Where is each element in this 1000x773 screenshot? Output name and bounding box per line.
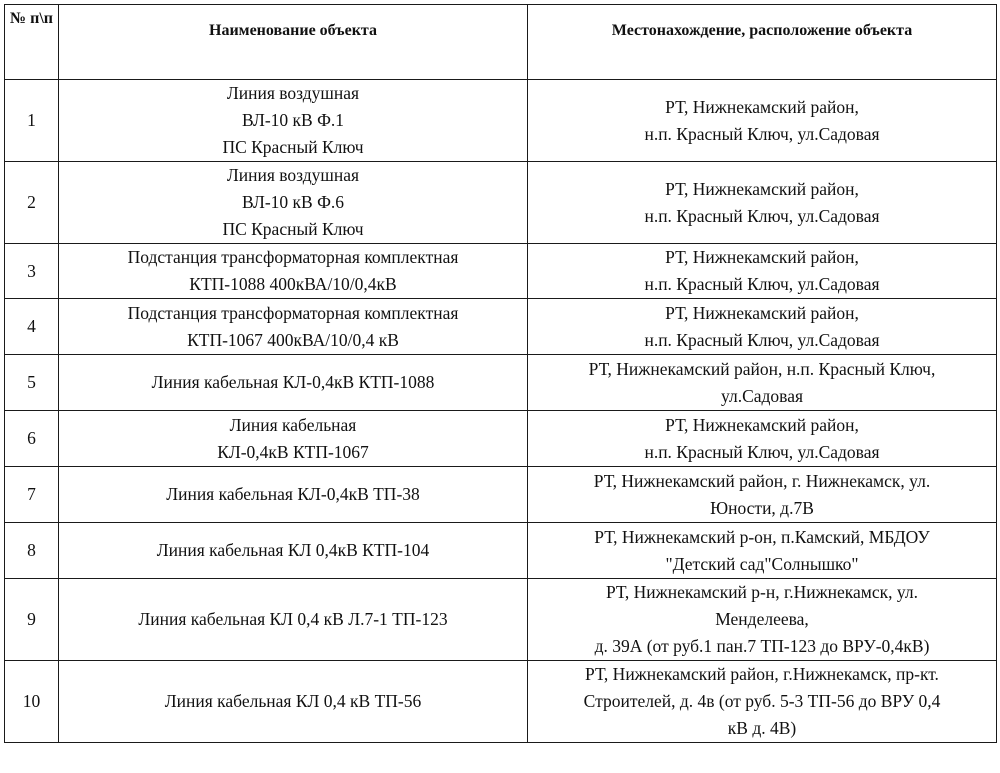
object-location-line: РТ, Нижнекамский район, г.Нижнекамск, пр-кт. (585, 664, 939, 684)
object-location-line: РТ, Нижнекамский район, (665, 302, 859, 323)
object-location-line: РТ, Нижнекамский район, (665, 414, 859, 435)
row-number: 3 (5, 244, 59, 299)
table-row (5, 244, 997, 299)
object-location-cell (528, 467, 997, 523)
header-object-location: Местонахождение, расположение объекта (528, 5, 997, 80)
object-name-cell (59, 467, 528, 523)
object-location-cell (528, 299, 997, 355)
table-row (5, 411, 997, 467)
row-number: 5 (5, 355, 59, 411)
row-number: 6 (5, 411, 59, 467)
object-name-line: Линия кабельная (229, 414, 357, 435)
object-name-line: ПС Красный Ключ (222, 137, 364, 157)
table-row (5, 579, 997, 661)
row-number: 10 (5, 661, 59, 743)
row-number: 4 (5, 299, 59, 355)
header-number: № п\п (5, 5, 59, 80)
row-number: 7 (5, 467, 59, 523)
object-location-cell (528, 579, 997, 661)
row-number: 8 (5, 523, 59, 579)
object-location-line: д. 39А (от руб.1 пан.7 ТП-123 до ВРУ-0,4кВ) (594, 636, 930, 656)
object-location-line: н.п. Красный Ключ, ул.Садовая (644, 441, 880, 462)
object-location-line: н.п. Красный Ключ, ул.Садовая (644, 274, 880, 294)
object-name-line: Линия воздушная (226, 83, 360, 103)
object-location-line: РТ, Нижнекамский район, (665, 96, 859, 117)
object-location-line: н.п. Красный Ключ, ул.Садовая (644, 329, 880, 350)
object-name-line: Линия кабельная КЛ-0,4кВ КТП-1088 (151, 372, 435, 392)
header-object-name: Наименование объекта (59, 5, 528, 80)
objects-table (4, 4, 997, 743)
object-name-line: КТП-1067 400кВА/10/0,4 кВ (187, 329, 399, 350)
object-name-cell (59, 80, 528, 162)
object-location-line: Юности, д.7В (710, 497, 814, 518)
object-location-line: н.п. Красный Ключ, ул.Садовая (644, 123, 880, 144)
table-row (5, 467, 997, 523)
object-name-cell (59, 411, 528, 467)
object-name-line: Линия кабельная КЛ 0,4кВ КТП-104 (156, 540, 430, 560)
object-name-line: КЛ-0,4кВ КТП-1067 (217, 441, 369, 462)
object-location-cell (528, 661, 997, 743)
object-location-line: РТ, Нижнекамский р-он, п.Камский, МБДОУ (594, 526, 930, 547)
object-name-cell (59, 579, 528, 661)
object-location-cell (528, 162, 997, 244)
object-location-line: ул.Садовая (720, 385, 804, 406)
object-location-cell (528, 355, 997, 411)
object-location-cell (528, 523, 997, 579)
object-name-line: Линия воздушная (226, 165, 360, 185)
object-location-cell (528, 411, 997, 467)
object-location-line: н.п. Красный Ключ, ул.Садовая (644, 205, 880, 226)
table-row (5, 299, 997, 355)
object-location-line: "Детский сад"Солнышко" (665, 553, 859, 574)
object-name-cell (59, 162, 528, 244)
row-number: 1 (5, 80, 59, 162)
object-location-line: РТ, Нижнекамский р-н, г.Нижнекамск, ул. (605, 582, 918, 602)
object-name-line: Подстанция трансформаторная комплектная (127, 302, 459, 323)
table-row (5, 661, 997, 743)
table-row (5, 523, 997, 579)
object-name-line: Подстанция трансформаторная комплектная (127, 247, 459, 267)
table-row (5, 355, 997, 411)
table-row (5, 162, 997, 244)
object-location-line: кВ д. 4В) (727, 718, 797, 738)
object-name-cell (59, 299, 528, 355)
object-name-cell (59, 244, 528, 299)
object-name-line: ВЛ-10 кВ Ф.6 (241, 192, 345, 212)
table-header-row (5, 5, 997, 80)
object-location-line: Менделеева, (715, 609, 809, 629)
object-name-line: КТП-1088 400кВА/10/0,4кВ (189, 274, 397, 294)
object-name-line: ПС Красный Ключ (222, 219, 364, 239)
object-location-cell (528, 80, 997, 162)
object-name-line: ВЛ-10 кВ Ф.1 (241, 110, 345, 130)
object-name-line: Линия кабельная КЛ 0,4 кВ Л.7-1 ТП-123 (138, 609, 448, 629)
row-number: 9 (5, 579, 59, 661)
table-row (5, 80, 997, 162)
object-name-line: Линия кабельная КЛ 0,4 кВ ТП-56 (164, 691, 422, 711)
object-name-cell (59, 523, 528, 579)
object-location-line: РТ, Нижнекамский район, г. Нижнекамск, ул. (593, 470, 931, 491)
object-name-line: Линия кабельная КЛ-0,4кВ ТП-38 (166, 484, 420, 504)
object-location-cell (528, 244, 997, 299)
object-location-line: РТ, Нижнекамский район, (665, 178, 859, 199)
object-location-line: Строителей, д. 4в (от руб. 5-3 ТП-56 до ВРУ 0,4 (583, 691, 941, 711)
object-location-line: РТ, Нижнекамский район, (665, 247, 859, 267)
object-location-line: РТ, Нижнекамский район, н.п. Красный Ключ, (588, 358, 936, 379)
row-number: 2 (5, 162, 59, 244)
object-name-cell (59, 355, 528, 411)
object-name-cell (59, 661, 528, 743)
